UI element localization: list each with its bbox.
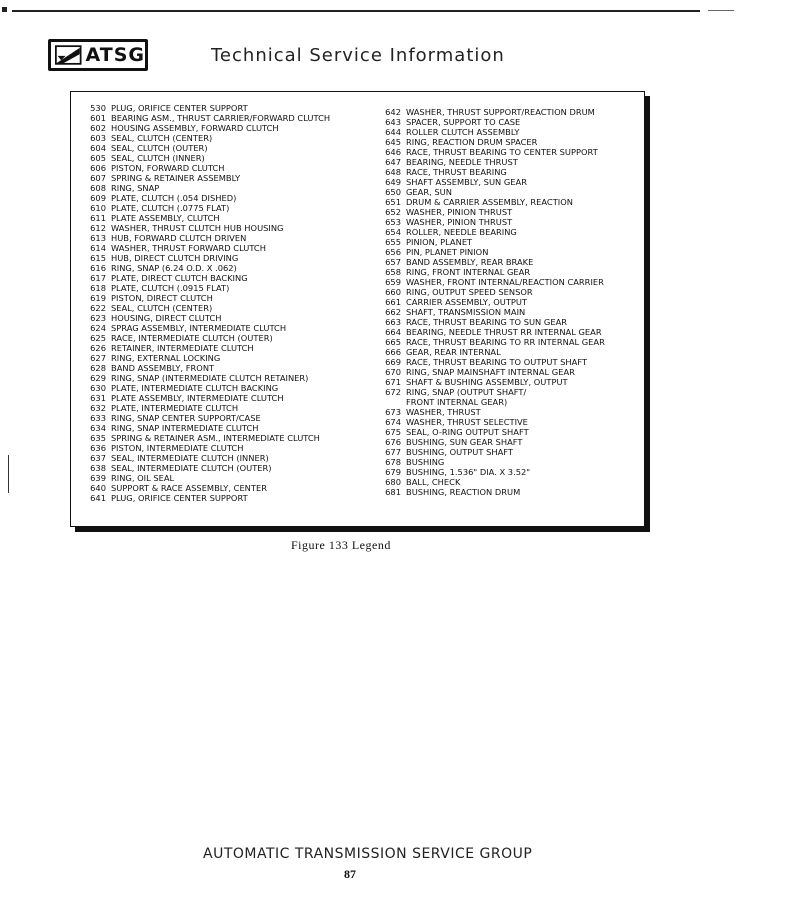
part-number: 612	[90, 223, 106, 233]
legend-item	[88, 203, 378, 213]
legend-item	[383, 367, 643, 377]
part-description: PIN, PLANET PINION	[406, 247, 489, 257]
legend-item	[88, 333, 378, 343]
part-number: 655	[385, 237, 401, 247]
legend-item	[88, 413, 378, 423]
legend-item	[383, 197, 643, 207]
part-description: SEAL, O-RING OUTPUT SHAFT	[406, 427, 529, 437]
part-description: RING, SNAP (INTERMEDIATE CLUTCH RETAINER)	[111, 373, 309, 383]
part-number: 648	[385, 167, 401, 177]
part-description: BALL, CHECK	[406, 477, 461, 487]
part-description: PISTON, DIRECT CLUTCH	[111, 293, 213, 303]
part-number: 632	[90, 403, 106, 413]
part-description: WASHER, FRONT INTERNAL/REACTION CARRIER	[406, 277, 604, 287]
legend-item	[88, 453, 378, 463]
part-number: 643	[385, 117, 401, 127]
part-description: RING, OIL SEAL	[111, 473, 175, 483]
part-number: 639	[90, 473, 106, 483]
legend-item	[383, 177, 643, 187]
part-number: 601	[90, 113, 106, 123]
legend-item	[88, 443, 378, 453]
page-title: Technical Service Information	[211, 45, 505, 66]
part-number: 619	[90, 293, 106, 303]
part-description: PLUG, ORIFICE CENTER SUPPORT	[111, 493, 248, 503]
part-description: BUSHING, SUN GEAR SHAFT	[406, 437, 523, 447]
part-description: SEAL, CLUTCH (CENTER)	[111, 303, 213, 313]
legend-item	[88, 293, 378, 303]
legend-item	[383, 317, 643, 327]
part-number: 653	[385, 217, 401, 227]
legend-item	[88, 103, 378, 113]
part-description: RING, SNAP MAINSHAFT INTERNAL GEAR	[406, 367, 575, 377]
part-number: 617	[90, 273, 106, 283]
legend-item	[88, 323, 378, 333]
part-description: RACE, THRUST BEARING TO CENTER SUPPORT	[406, 147, 598, 157]
legend-item	[383, 237, 643, 247]
part-description: SEAL, INTERMEDIATE CLUTCH (INNER)	[111, 453, 269, 463]
legend-item	[383, 267, 643, 277]
part-description: CARRIER ASSEMBLY, OUTPUT	[406, 297, 528, 307]
legend-item	[383, 437, 643, 447]
part-number: 657	[385, 257, 401, 267]
legend-item	[383, 117, 643, 127]
legend-item	[88, 223, 378, 233]
part-number: 637	[90, 453, 106, 463]
part-description: PLATE, INTERMEDIATE CLUTCH	[111, 403, 239, 413]
legend-item	[383, 387, 643, 397]
legend-item	[88, 353, 378, 363]
legend-item	[383, 297, 643, 307]
part-number: 633	[90, 413, 106, 423]
part-number: 650	[385, 187, 401, 197]
part-number: 607	[90, 173, 106, 183]
legend-item	[383, 397, 643, 407]
part-number: 638	[90, 463, 106, 473]
part-description: DRUM & CARRIER ASSEMBLY, REACTION	[406, 197, 573, 207]
legend-item	[88, 213, 378, 223]
part-number: 623	[90, 313, 106, 323]
part-description: SEAL, CLUTCH (CENTER)	[111, 133, 213, 143]
legend-item	[383, 407, 643, 417]
part-description: SUPPORT & RACE ASSEMBLY, CENTER	[111, 483, 267, 493]
legend-item	[383, 427, 643, 437]
part-number: 670	[385, 367, 401, 377]
part-number: 603	[90, 133, 106, 143]
part-description: WASHER, THRUST	[406, 407, 481, 417]
part-number: 646	[385, 147, 401, 157]
part-number: 626	[90, 343, 106, 353]
footer-organization: AUTOMATIC TRANSMISSION SERVICE GROUP	[203, 846, 533, 862]
part-description: PLATE, CLUTCH (.0915 FLAT)	[111, 283, 230, 293]
part-number: 641	[90, 493, 106, 503]
part-description: BUSHING	[406, 457, 445, 467]
legend-item	[383, 187, 643, 197]
legend-item	[88, 483, 378, 493]
part-description: RING, EXTERNAL LOCKING	[111, 353, 221, 363]
part-number: 614	[90, 243, 106, 253]
part-number: 618	[90, 283, 106, 293]
legend-item	[88, 313, 378, 323]
part-description: BEARING ASM., THRUST CARRIER/FORWARD CLUTCH	[111, 113, 331, 123]
part-number: 602	[90, 123, 106, 133]
part-number: 679	[385, 467, 401, 477]
part-number: 631	[90, 393, 106, 403]
part-description: RING, OUTPUT SPEED SENSOR	[406, 287, 533, 297]
legend-item	[88, 273, 378, 283]
part-description: RETAINER, INTERMEDIATE CLUTCH	[111, 343, 254, 353]
part-description: ROLLER, NEEDLE BEARING	[406, 227, 517, 237]
legend-item	[383, 327, 643, 337]
part-number: 656	[385, 247, 401, 257]
part-number: 609	[90, 193, 106, 203]
part-description: RING, SNAP (OUTPUT SHAFT/	[406, 387, 527, 397]
part-number: 611	[90, 213, 106, 223]
part-description: RING, SNAP INTERMEDIATE CLUTCH	[111, 423, 259, 433]
part-description: SHAFT & BUSHING ASSEMBLY, OUTPUT	[406, 377, 568, 387]
legend-item	[383, 227, 643, 237]
part-description: PLATE ASSEMBLY, INTERMEDIATE CLUTCH	[111, 393, 284, 403]
legend-item	[383, 107, 643, 117]
part-description: RACE, THRUST BEARING	[406, 167, 507, 177]
part-description: GEAR, REAR INTERNAL	[406, 347, 501, 357]
part-description: RACE, THRUST BEARING TO RR INTERNAL GEAR	[406, 337, 605, 347]
legend-item	[383, 207, 643, 217]
legend-item	[88, 393, 378, 403]
figure-caption: Figure 133 Legend	[291, 538, 391, 552]
part-description: RING, SNAP (6.24 O.D. X .062)	[111, 263, 237, 273]
legend-item	[88, 283, 378, 293]
part-number: 661	[385, 297, 401, 307]
legend-item	[88, 403, 378, 413]
part-description: PLATE ASSEMBLY, CLUTCH	[111, 213, 220, 223]
part-number: 640	[90, 483, 106, 493]
part-description: PLUG, ORIFICE CENTER SUPPORT	[111, 103, 248, 113]
part-description: HUB, DIRECT CLUTCH DRIVING	[111, 253, 239, 263]
part-description: RACE, THRUST BEARING TO SUN GEAR	[406, 317, 568, 327]
part-number: 622	[90, 303, 106, 313]
part-number: 644	[385, 127, 401, 137]
legend-item	[88, 473, 378, 483]
part-description: BUSHING, 1.536" DIA. X 3.52"	[406, 467, 531, 477]
part-number: 610	[90, 203, 106, 213]
part-description: SPRING & RETAINER ASSEMBLY	[111, 173, 241, 183]
part-number: 673	[385, 407, 401, 417]
part-number: 658	[385, 267, 401, 277]
part-description: SEAL, CLUTCH (INNER)	[111, 153, 205, 163]
legend-item	[383, 147, 643, 157]
legend-item	[383, 417, 643, 427]
legend-item	[88, 133, 378, 143]
part-number: 675	[385, 427, 401, 437]
part-description: BAND ASSEMBLY, FRONT	[111, 363, 215, 373]
legend-item	[383, 217, 643, 227]
part-number: 628	[90, 363, 106, 373]
part-number: 608	[90, 183, 106, 193]
legend-item	[383, 377, 643, 387]
part-number: 663	[385, 317, 401, 327]
legend-item	[88, 183, 378, 193]
part-description: BEARING, NEEDLE THRUST RR INTERNAL GEAR	[406, 327, 602, 337]
part-number: 605	[90, 153, 106, 163]
part-number: 616	[90, 263, 106, 273]
part-number: 672	[385, 387, 401, 397]
part-description: WASHER, THRUST FORWARD CLUTCH	[111, 243, 266, 253]
part-description: SEAL, INTERMEDIATE CLUTCH (OUTER)	[111, 463, 272, 473]
part-description: GEAR, SUN	[406, 187, 452, 197]
margin-mark	[8, 455, 9, 493]
legend-item	[88, 123, 378, 133]
part-description: RING, FRONT INTERNAL GEAR	[406, 267, 531, 277]
part-number: 629	[90, 373, 106, 383]
legend-item	[88, 153, 378, 163]
legend-item	[88, 303, 378, 313]
legend-item	[383, 167, 643, 177]
part-number: 680	[385, 477, 401, 487]
part-number: 654	[385, 227, 401, 237]
legend-item	[383, 137, 643, 147]
part-description: RACE, THRUST BEARING TO OUTPUT SHAFT	[406, 357, 588, 367]
legend-item	[88, 143, 378, 153]
part-number: 674	[385, 417, 401, 427]
legend-item	[383, 157, 643, 167]
part-description: RING, SNAP CENTER SUPPORT/CASE	[111, 413, 261, 423]
part-number: 625	[90, 333, 106, 343]
part-number: 660	[385, 287, 401, 297]
part-number: 627	[90, 353, 106, 363]
legend-item	[383, 277, 643, 287]
part-description: SEAL, CLUTCH (OUTER)	[111, 143, 208, 153]
part-description: BAND ASSEMBLY, REAR BRAKE	[406, 257, 534, 267]
part-description: SHAFT ASSEMBLY, SUN GEAR	[406, 177, 527, 187]
part-number: 645	[385, 137, 401, 147]
part-description: SHAFT, TRANSMISSION MAIN	[406, 307, 526, 317]
legend-item	[88, 433, 378, 443]
part-number: 642	[385, 107, 401, 117]
part-number: 678	[385, 457, 401, 467]
legend-item	[383, 247, 643, 257]
legend-item	[88, 423, 378, 433]
top-rule	[12, 10, 700, 12]
atsg-logo	[48, 39, 148, 71]
part-description: PLATE, DIRECT CLUTCH BACKING	[111, 273, 248, 283]
part-description: SPRING & RETAINER ASM., INTERMEDIATE CLUTCH	[111, 433, 320, 443]
legend-item	[383, 467, 643, 477]
part-number: 664	[385, 327, 401, 337]
part-description: PISTON, INTERMEDIATE CLUTCH	[111, 443, 244, 453]
part-description: HOUSING, DIRECT CLUTCH	[111, 313, 222, 323]
legend-item	[383, 127, 643, 137]
legend-item	[88, 193, 378, 203]
part-number: 671	[385, 377, 401, 387]
part-description: FRONT INTERNAL GEAR)	[406, 397, 508, 407]
legend-item	[88, 233, 378, 243]
legend-item	[88, 373, 378, 383]
part-description: RING, REACTION DRUM SPACER	[406, 137, 538, 147]
legend-item	[383, 357, 643, 367]
part-number: 636	[90, 443, 106, 453]
part-description: PINION, PLANET	[406, 237, 473, 247]
atsg-logo-icon	[55, 44, 82, 66]
part-number: 647	[385, 157, 401, 167]
part-description: SPACER, SUPPORT TO CASE	[406, 117, 521, 127]
part-description: RING, SNAP	[111, 183, 160, 193]
part-description: WASHER, THRUST CLUTCH HUB HOUSING	[111, 223, 284, 233]
part-description: HUB, FORWARD CLUTCH DRIVEN	[111, 233, 247, 243]
part-number: 666	[385, 347, 401, 357]
legend-left-column	[88, 103, 378, 503]
part-number: 624	[90, 323, 106, 333]
part-number: 677	[385, 447, 401, 457]
part-description: PLATE, CLUTCH (.0775 FLAT)	[111, 203, 230, 213]
part-description: BUSHING, REACTION DRUM	[406, 487, 521, 497]
legend-item	[88, 263, 378, 273]
legend-item	[383, 447, 643, 457]
legend-right-column	[383, 107, 643, 497]
part-number: 630	[90, 383, 106, 393]
legend-item	[383, 487, 643, 497]
part-description: BUSHING, OUTPUT SHAFT	[406, 447, 513, 457]
legend-item	[88, 173, 378, 183]
part-number: 530	[90, 103, 106, 113]
part-description: PLATE, INTERMEDIATE CLUTCH BACKING	[111, 383, 279, 393]
part-number: 665	[385, 337, 401, 347]
legend-item	[88, 343, 378, 353]
part-description: PLATE, CLUTCH (.054 DISHED)	[111, 193, 237, 203]
part-description: PISTON, FORWARD CLUTCH	[111, 163, 225, 173]
legend-item	[88, 493, 378, 503]
logo-text: ATSG	[85, 43, 145, 66]
part-description: SPRAG ASSEMBLY, INTERMEDIATE CLUTCH	[111, 323, 287, 333]
legend-item	[383, 307, 643, 317]
part-number: 662	[385, 307, 401, 317]
legend-item	[383, 477, 643, 487]
legend-item	[383, 287, 643, 297]
part-description: WASHER, PINION THRUST	[406, 217, 513, 227]
part-number: 613	[90, 233, 106, 243]
legend-item	[88, 463, 378, 473]
part-description: WASHER, THRUST SELECTIVE	[406, 417, 528, 427]
legend-item	[383, 337, 643, 347]
part-description: RACE, INTERMEDIATE CLUTCH (OUTER)	[111, 333, 273, 343]
part-description: ROLLER CLUTCH ASSEMBLY	[406, 127, 520, 137]
legend-item	[383, 457, 643, 467]
part-number: 649	[385, 177, 401, 187]
part-number: 635	[90, 433, 106, 443]
legend-box	[70, 91, 645, 527]
part-number: 604	[90, 143, 106, 153]
part-number: 669	[385, 357, 401, 367]
legend-item	[88, 113, 378, 123]
corner-mark	[2, 7, 7, 12]
part-number: 681	[385, 487, 401, 497]
part-number: 634	[90, 423, 106, 433]
part-number: 615	[90, 253, 106, 263]
part-description: HOUSING ASSEMBLY, FORWARD CLUTCH	[111, 123, 279, 133]
part-number: 606	[90, 163, 106, 173]
top-rule-end	[708, 10, 734, 11]
legend-item	[383, 347, 643, 357]
legend-item	[88, 383, 378, 393]
part-number: 651	[385, 197, 401, 207]
legend-item	[88, 363, 378, 373]
legend-item	[88, 163, 378, 173]
part-description: WASHER, THRUST SUPPORT/REACTION DRUM	[406, 107, 595, 117]
legend-item	[88, 253, 378, 263]
part-number: 676	[385, 437, 401, 447]
legend-item	[88, 243, 378, 253]
part-description: BEARING, NEEDLE THRUST	[406, 157, 518, 167]
part-description: WASHER, PINION THRUST	[406, 207, 513, 217]
part-number: 652	[385, 207, 401, 217]
part-number: 659	[385, 277, 401, 287]
legend-item	[383, 257, 643, 267]
page-number: 87	[344, 867, 356, 881]
